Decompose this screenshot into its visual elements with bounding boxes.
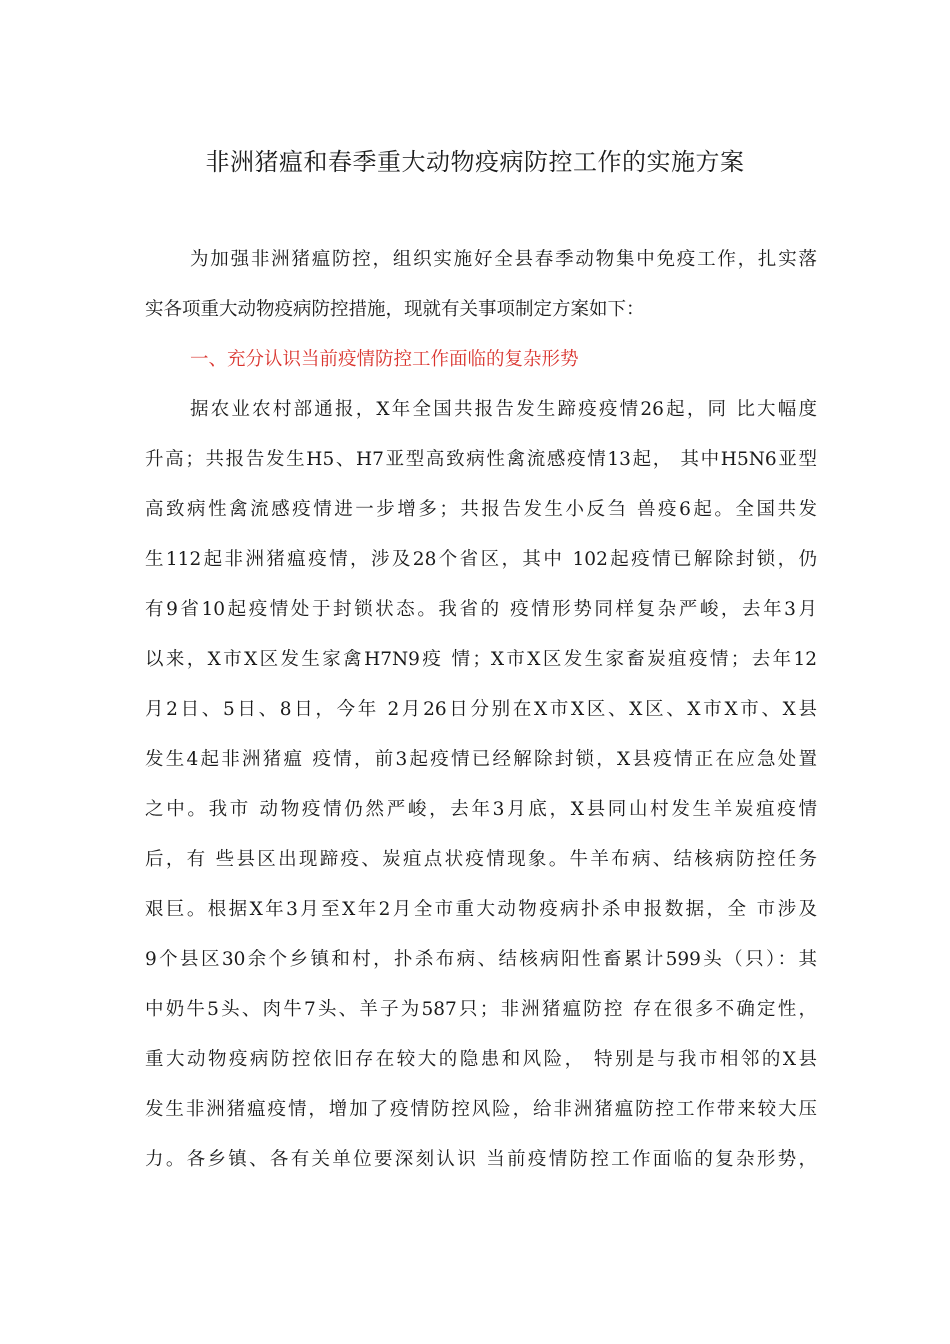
intro-line: 实各项重大动物疫病防控措施，现就有关事项制定方案如下： <box>145 299 645 320</box>
paragraph-line: 后，有 些县区出现蹄疫、炭疽点状疫情现象。牛羊布病、结核病防控任务 <box>145 849 817 870</box>
paragraph-line: 9个县区30余个乡镇和村，扑杀布病、结核病阳性畜累计599头（只）：其 <box>145 949 817 970</box>
paragraph-line: 生112起非洲猪瘟疫情，涉及28个省区，其中 102起疫情已解除封锁，仍 <box>145 549 817 570</box>
section-heading-1: 一、充分认识当前疫情防控工作面临的复杂形势 <box>190 349 579 370</box>
paragraph-line: 升高；共报告发生H5、H7亚型高致病性禽流感疫情13起， 其中H5N6亚型 <box>145 449 817 470</box>
paragraph-line: 发生4起非洲猪瘟 疫情，前3起疫情已经解除封锁，X县疫情正在应急处置 <box>145 749 817 770</box>
paragraph-line: 以来，X市X区发生家禽H7N9疫 情；X市X区发生家畜炭疽疫情；去年12 <box>145 649 817 670</box>
paragraph-line: 据农业农村部通报，X年全国共报告发生蹄疫疫情26起，同 比大幅度 <box>190 399 817 420</box>
document-title: 非洲猪瘟和春季重大动物疫病防控工作的实施方案 <box>205 148 745 176</box>
paragraph-line: 月2日、5日、8日，今年 2月26日分别在X市X区、X区、X市X市、X县 <box>145 699 817 720</box>
paragraph-line: 高致病性禽流感疫情进一步增多；共报告发生小反刍 兽疫6起。全国共发 <box>145 499 817 520</box>
paragraph-line: 重大动物疫病防控依旧存在较大的隐患和风险， 特别是与我市相邻的X县 <box>145 1049 817 1070</box>
paragraph-line: 有9省10起疫情处于封锁状态。我省的 疫情形势同样复杂严峻，去年3月 <box>145 599 817 620</box>
paragraph-line: 力。各乡镇、各有关单位要深刻认识 当前疫情防控工作面临的复杂形势， <box>145 1149 817 1170</box>
section-1-paragraph <box>145 385 817 1185</box>
paragraph-line: 之中。我市 动物疫情仍然严峻，去年3月底，X县同山村发生羊炭疽疫情 <box>145 799 817 820</box>
intro-paragraph <box>145 235 817 335</box>
paragraph-line: 发生非洲猪瘟疫情，增加了疫情防控风险，给非洲猪瘟防控工作带来较大压 <box>145 1099 817 1120</box>
paragraph-line: 艰巨。根据X年3月至X年2月全市重大动物疫病扑杀申报数据，全 市涉及 <box>145 899 817 920</box>
paragraph-line: 中奶牛5头、肉牛7头、羊子为587只；非洲猪瘟防控 存在很多不确定性， <box>145 999 817 1020</box>
intro-line: 为加强非洲猪瘟防控，组织实施好全县春季动物集中免疫工作，扎实落 <box>190 249 817 270</box>
